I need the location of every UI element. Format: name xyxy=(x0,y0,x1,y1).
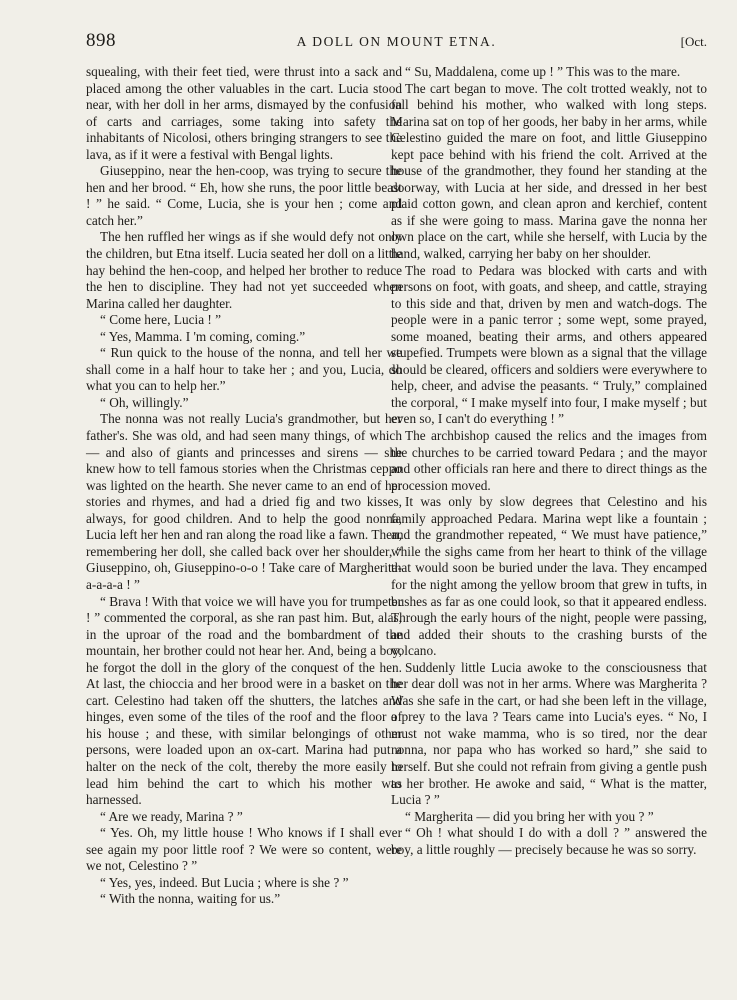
paragraph: squealing, with their feet tied, were thrust into a sack and placed among the other valuables in the cart. Lucia stood near, with her doll in her arms, dismayed by the confusion of carts and carriages, some taking into safety the inhabitants of Nicolosi, others bringing strangers to see the lava, as if it were a festival with Bengal lights. xyxy=(86,64,402,162)
paragraph: “ Yes, yes, indeed. But Lucia ; where is she ? ” xyxy=(100,874,349,890)
paragraph: “ Run quick to the house of the nonna, and tell her we shall come in a half hour to take her ; and you, Lucia, do what you can to help her.” xyxy=(86,345,402,394)
paragraph: “ Yes. Oh, my little house ! Who knows if I shall ever see again my poor little roof ? We were so content, were we not, Celestino ? ” xyxy=(86,825,402,874)
paragraph: The hen ruffled her wings as if she would defy not only the children, but Etna itself. Lucia seated her doll on a little hay behind the hen-coop, and helped her brother to reduce the hen to discipline. They had not yet succeeded when Marina called her daughter. xyxy=(86,229,402,311)
paragraph: Giuseppino, near the hen-coop, was trying to secure the hen and her brood. “ Eh, how she runs, the poor little beast ! ” he said. “ Come, Lucia, she is your hen ; come and catch her.” xyxy=(86,163,402,228)
header-month: [Oct. xyxy=(680,34,707,49)
running-head xyxy=(86,30,707,54)
paragraph: “ Oh, willingly.” xyxy=(100,394,189,410)
paragraph: The road to Pedara was blocked with carts and with persons on foot, with goats, and sheep, and cattle, straying to this side and that, driven by men and watch-dogs. The people were in a panic terror ; some wept, some prayed, some moaned, beating their arms, and others appeared stupefied. Trumpets were blown as a signal that the village should be cleared, officers and soldiers were everywhere to help, cheer, and advise the peasants. “ Truly,” complained the corporal, “ I make myself into four, I make myself ; but even so, I can't do everything ! ” xyxy=(391,262,707,427)
paragraph: “ Are we ready, Marina ? ” xyxy=(100,808,243,824)
paragraph: “ With the nonna, waiting for us.” xyxy=(100,891,281,907)
paragraph: “ Brava ! With that voice we will have you for trumpeter ! ” commented the corporal, as she ran past him. But, alas, in the uproar of the road and the bombardment of the mountain, her brother could not hear her. And, being a boy, he forgot the doll in the glory of the conquest of the hen. At last, the chioccia and her brood were in a basket on the cart. Celestino had taken off the shutters, the latches and hinges, even some of the tiles of the roof and the floor of his house ; and these, with similar belongings of other persons, were loaded upon an ox-cart. Marina had put a halter on the neck of the colt, thereby the more easily to lead him behind the cart to which his mother was harnessed. xyxy=(86,593,402,808)
paragraph: “ Margherita — did you bring her with you ? ” xyxy=(405,808,654,824)
paragraph: “ Oh ! what should I do with a doll ? ” answered the boy, a little roughly — precisely because he was so sorry. xyxy=(391,825,707,857)
paragraph: “ Come here, Lucia ! ” xyxy=(100,312,222,328)
left-column xyxy=(86,64,402,908)
paragraph: “ Yes, Mamma. I 'm coming, coming.” xyxy=(100,328,306,344)
paragraph: The archbishop caused the relics and the images from the churches to be carried toward Pedara ; and the mayor and other officials ran here and there to direct things as the procession moved. xyxy=(391,428,707,493)
header-title: A DOLL ON MOUNT ETNA. xyxy=(296,34,497,49)
paragraph: Suddenly little Lucia awoke to the consciousness that her dear doll was not in her arms. Where was Margherita ? Was she safe in the cart, or had she been left in the village, a prey to the lava ? Tears came into Lucia's eyes. “ No, I must not wake mamma, who is so tired, nor the dear nonna, nor papa who has worked so hard,” she said to herself. But she could not refrain from giving a gentle push to her brother. He awoke and said, “ What is the matter, Lucia ? ” xyxy=(391,659,707,808)
paragraph: “ Su, Maddalena, come up ! ” This was to the mare. xyxy=(405,64,681,79)
page-number: 898 xyxy=(86,30,116,51)
paragraph: The cart began to move. The colt trotted weakly, not to fall behind his mother, who walked with long steps. Marina sat on top of her goods, her baby in her arms, while Celestino guided the mare on foot, and little Giuseppino kept pace behind with his friend the colt. Arrived at the house of the grandmother, they found her standing at the doorway, with Lucia at her side, and dressed in her best plaid cotton gown, and clean apron and kerchief, content as if she were going to mass. Marina gave the nonna her own place on the cart, while she herself, with Lucia by the hand, walked, carrying her baby on her shoulder. xyxy=(391,80,707,262)
paragraph: It was only by slow degrees that Celestino and his family approached Pedara. Marina wept like a fountain ; and the grandmother repeated, “ We must have patience,” while the sighs came from her heart to think of the village that would soon be buried under the lava. They encamped for the night among the yellow broom that grew in tufts, in bushes as far as one could look, so that it appeared endless. Through the early hours of the night, people were passing, and added their shouts to the crashing bursts of the volcano. xyxy=(391,494,707,659)
paragraph: The nonna was not really Lucia's grandmother, but her father's. She was old, and had seen many things, of which — and also of giants and princesses and sirens — she knew how to tell famous stories when the Christmas ceppo was lighted on the hearth. She never came to an end of her stories and rhymes, and had a dried fig and two kisses, always, for good children. And to help the good nonna, Lucia left her hen and ran along the road like a fawn. Then, remembering her doll, she called back over her shoulder, “ Giuseppino, oh, Giuseppino-o-o ! Take care of Margherita-a-a-a-a ! ” xyxy=(86,411,402,592)
right-column xyxy=(391,64,707,858)
